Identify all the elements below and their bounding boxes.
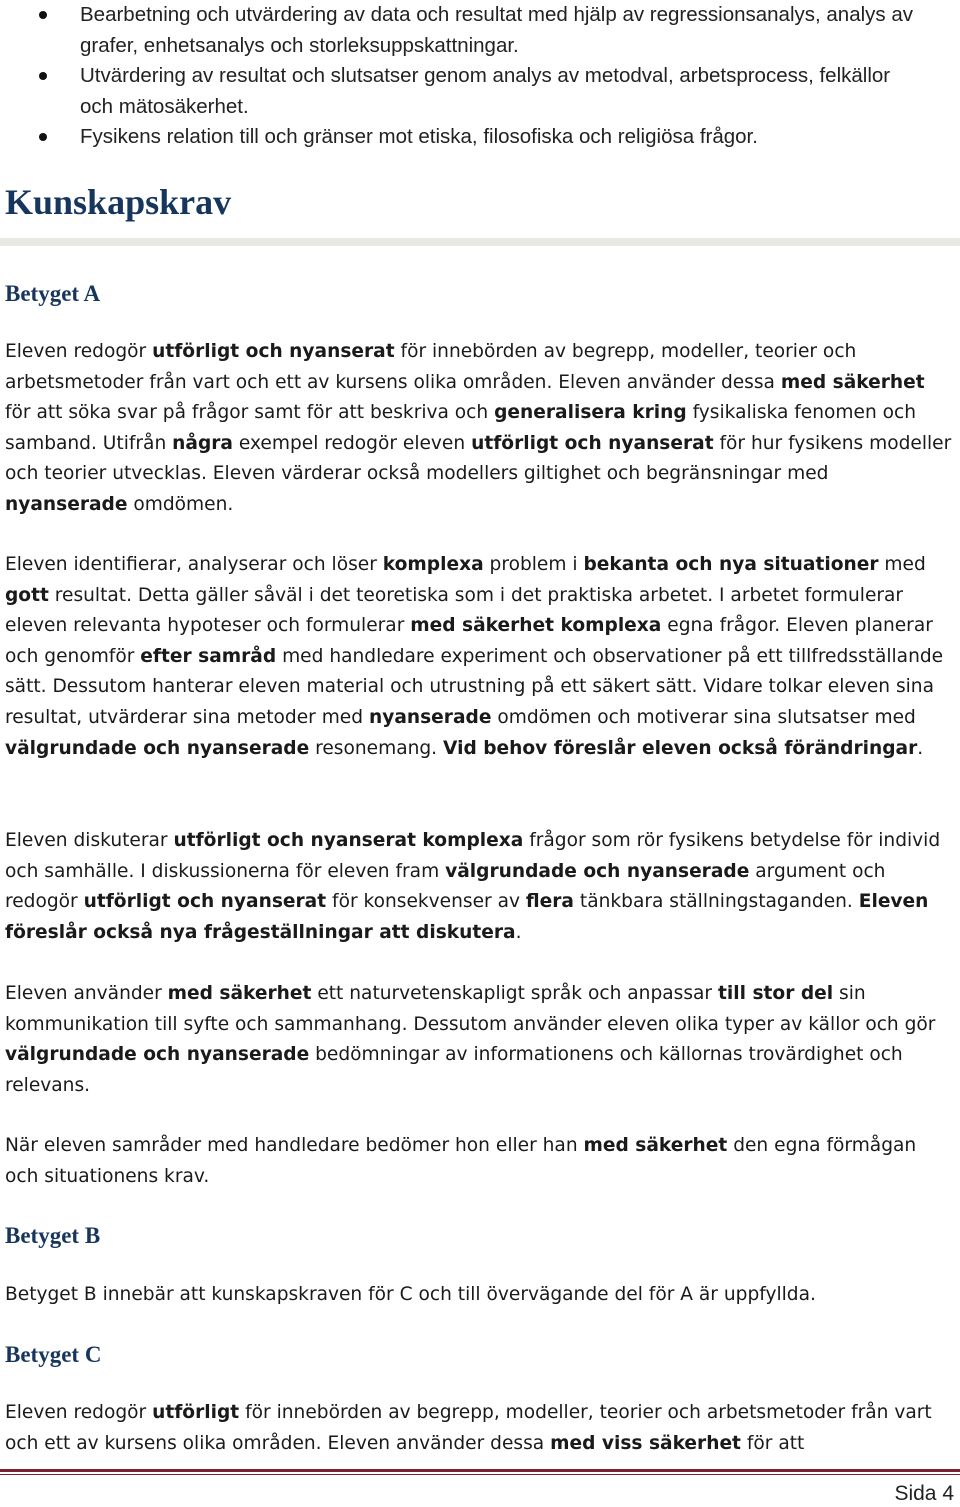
grade-b-paragraph: Betyget B innebär att kunskapskraven för C och till övervägande del för A är uppfyllda. [5,1284,816,1305]
emphasis-text: efter samråd [140,645,277,667]
grade-a-paragraph: Eleven diskuterar utförligt och nyanserat komplexa frågor som rör fysikens betydelse för individ och samhälle. I diskussionerna för eleven fram välgrundade och nyanserade argument och redogör utförligt och nyanserat för konsekvenser av flera tänkbara ställningstaganden. Eleven föreslår också nya frågeställningar att diskutera. [5,830,941,943]
bullet-icon [39,133,47,141]
bullet-icon [39,72,47,80]
emphasis-text: till stor del [717,983,834,1004]
emphasis-text: flera [525,891,574,913]
bullet-item: Bearbetning och utvärdering av data och resultat med hjälp av regressionsanalys, analys av grafer, enhetsanalys och storleksuppskattningar. [0,0,920,61]
topic-bullet-list [0,0,960,153]
bullet-icon [39,11,47,19]
footer-divider-thin [0,1474,960,1475]
emphasis-text: utförligt och nyanserat komplexa [173,830,524,851]
emphasis-text: några [172,432,233,454]
emphasis-text: bekanta och nya situationer [583,554,879,575]
footer-divider [0,1469,960,1472]
grade-c-title: Betyget C [5,1342,102,1367]
grade-a-paragraph: Eleven identifierar, analyserar och löser komplexa problem i bekanta och nya situationer med gott resultat. Detta gäller såväl i det teoretiska som i det praktiska arbetet. I arbetet formulerar eleven relevanta hypoteser och formulerar med säkerhet komplexa egna frågor. Eleven planerar och genomför efter samråd med handledare experiment och observationer på ett tillfredsställande sätt. Dessutom hanterar eleven material och utrustning på ett säkert sätt. Vidare tolkar eleven sina resultat, utvärderar sina metoder med nyanserade omdömen och motiverar sina slutsatser med välgrundade och nyanserade resonemang. Vid behov föreslår eleven också förändringar. [5,554,944,759]
page-number: Sida 4 [894,1482,954,1505]
emphasis-text: nyanserade [5,493,128,515]
emphasis-text: utförligt och nyanserat [152,341,395,362]
bullet-item: Utvärdering av resultat och slutsatser genom analys av metodval, arbetsprocess, felkällor och mätosäkerhet. [0,61,920,122]
emphasis-text: utförligt och nyanserat [83,891,327,913]
emphasis-text: komplexa [382,554,484,575]
emphasis-text: med säkerhet [583,1135,728,1156]
emphasis-text: välgrundade och nyanserade [445,860,750,882]
emphasis-text: generalisera kring [494,402,687,424]
grade-a-title: Betyget A [5,281,101,306]
grade-b-title: Betyget B [5,1223,101,1248]
emphasis-text: med säkerhet [780,371,925,393]
emphasis-text: med viss säkerhet [550,1432,741,1454]
grade-a-paragraph: Eleven redogör utförligt och nyanserat för innebörden av begrepp, modeller, teorier och arbetsmetoder från vart och ett av kursens olika områden. Eleven använder dessa med säkerhet för att söka svar på frågor samt för att beskriva och generalisera kring fysikaliska fenomen och samband. Utifrån några exempel redogör eleven utförligt och nyanserat för hur fysikens modeller och teorier utvecklas. Eleven värderar också modellers giltighet och begränsningar med nyanserade omdömen. [5,341,952,515]
emphasis-text: gott [5,584,49,606]
section-heading: Kunskapskrav [5,182,232,222]
emphasis-text: välgrundade och nyanserade [5,737,310,759]
emphasis-text: Vid behov föreslår eleven också förändringar [443,737,918,759]
emphasis-text: Eleven föreslår också nya frågeställningar att diskutera [5,891,929,943]
emphasis-text: välgrundade och nyanserade [5,1044,310,1066]
grade-a-paragraph: När eleven samråder med handledare bedömer hon eller han med säkerhet den egna förmågan och situationens krav. [5,1135,917,1187]
emphasis-text: nyanserade [368,706,492,728]
heading-divider [0,238,960,246]
emphasis-text: utförligt och nyanserat [471,432,714,454]
grade-c-paragraph: Eleven redogör utförligt för innebörden av begrepp, modeller, teorier och arbetsmetoder från vart och ett av kursens olika områden. Eleven använder dessa med viss säkerhet för att [5,1402,932,1454]
emphasis-text: med säkerhet komplexa [410,615,662,637]
emphasis-text: med säkerhet [167,983,312,1004]
grade-a-paragraph: Eleven använder med säkerhet ett naturvetenskapligt språk och anpassar till stor del sin kommunikation till syfte och sammanhang. Dessutom använder eleven olika typer av källor och gör välgrundade och nyanserade bedömningar av informationens och källornas trovärdighet och relevans. [5,983,936,1096]
bullet-item: Fysikens relation till och gränser mot etiska, filosofiska och religiösa frågor. [0,122,920,153]
emphasis-text: utförligt [152,1402,240,1423]
